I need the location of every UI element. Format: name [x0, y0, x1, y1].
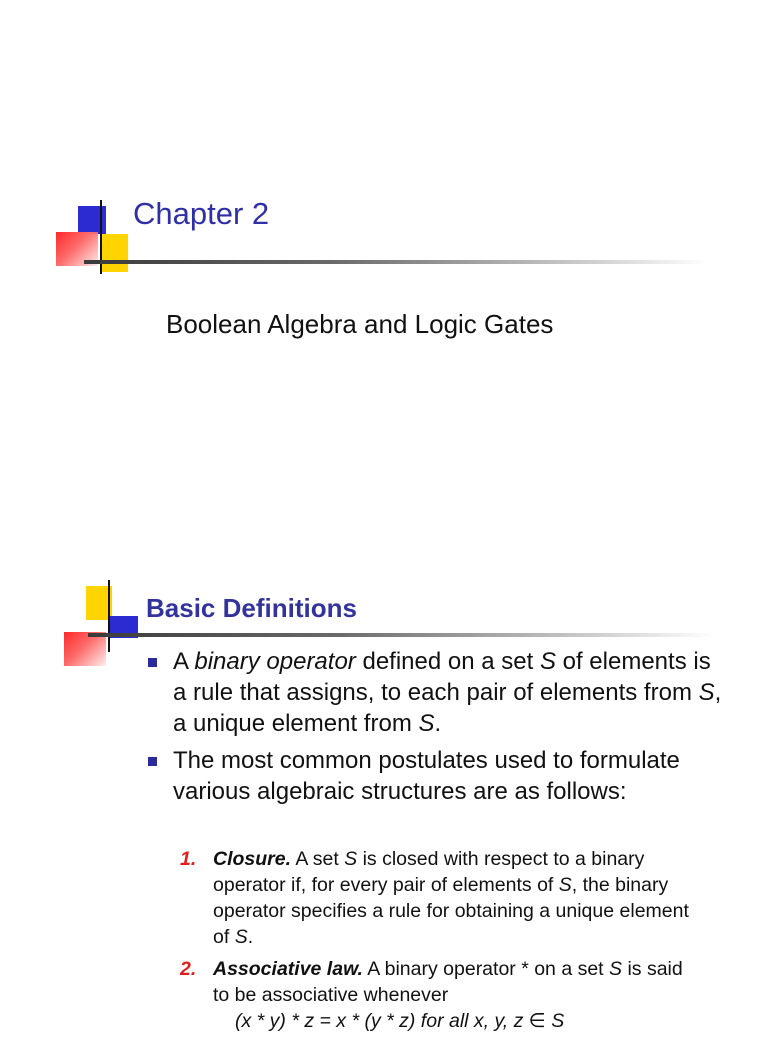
item-number: 2. — [180, 958, 197, 980]
horizontal-rule — [84, 260, 708, 264]
numbered-list — [180, 846, 700, 1040]
slide-title-text: Basic Definitions — [146, 593, 357, 623]
text-run: defined on a set — [355, 648, 540, 675]
text-run: of elements is a rule that assigns, to each pair of elements from — [173, 648, 711, 706]
text-run: . — [434, 710, 442, 737]
term-associative-law: Associative law. — [213, 958, 363, 980]
text-run: The most common postulates used to formulate various algebraic structures are as follows: — [173, 747, 680, 805]
slide-title-text: Chapter 2 — [133, 196, 270, 231]
variable-s: S — [234, 926, 248, 948]
bullet-square-icon — [148, 757, 157, 766]
numbered-item — [180, 956, 700, 1034]
slide-basic-definitions — [0, 560, 768, 1032]
text-run: A — [173, 648, 195, 675]
text-run: , a unique element from — [173, 679, 722, 737]
variable-s: S — [558, 874, 572, 896]
numbered-item — [180, 846, 700, 950]
variable-s: S — [609, 958, 623, 980]
vertical-rule — [108, 580, 110, 652]
item-number: 1. — [180, 848, 197, 870]
slide-subtitle: Boolean Algebra and Logic Gates — [166, 309, 554, 339]
variable-s: S — [698, 679, 715, 706]
term-binary-operator: binary operator — [194, 648, 356, 675]
yellow-square — [100, 234, 128, 272]
horizontal-rule — [88, 633, 714, 637]
red-square — [64, 632, 106, 666]
text-run: A set — [291, 848, 345, 870]
associative-formula: (x * y) * z = x * (y * z) for all x, y, z ∈ S — [235, 1010, 565, 1032]
bullet-square-icon — [148, 658, 157, 667]
text-run: . — [247, 926, 254, 948]
variable-s: S — [539, 648, 556, 675]
variable-s: S — [418, 710, 435, 737]
bullet-item — [148, 646, 728, 739]
text-run: is said to be associative whenever — [213, 958, 683, 1006]
text-run: is closed with respect to a binary operator if, for every pair of elements of — [213, 848, 645, 896]
variable-s: S — [344, 848, 358, 870]
bullet-item — [148, 745, 728, 807]
bullet-list — [148, 646, 728, 813]
text-run: , the binary operator specifies a rule for obtaining a unique element of — [213, 874, 689, 948]
text-run: A binary operator * on a set — [362, 958, 610, 980]
term-closure: Closure. — [213, 848, 292, 870]
